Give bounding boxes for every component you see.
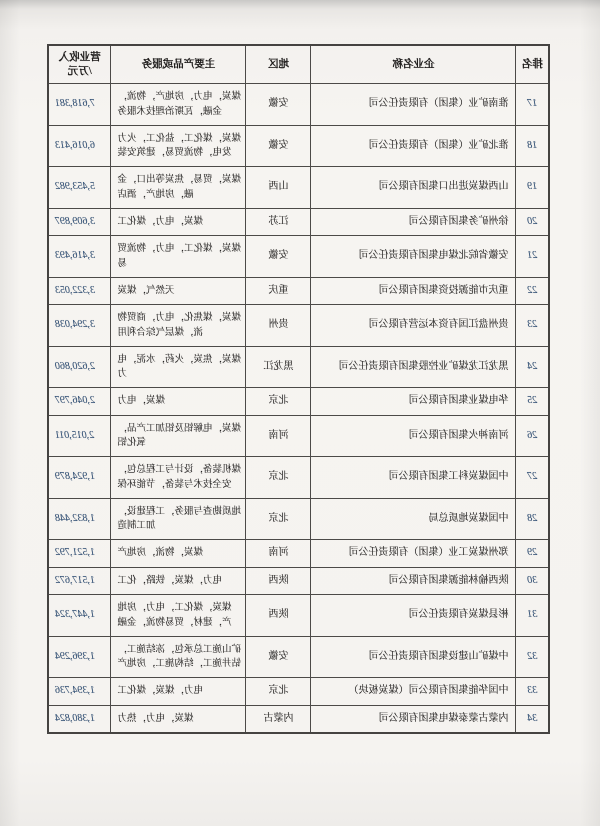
table-row (48, 208, 549, 236)
table-row (48, 84, 549, 126)
rank-cell: 28 (516, 498, 549, 540)
company-name-cell: 中国华能集团有限公司（煤炭板块） (311, 678, 516, 706)
table-row (48, 125, 549, 167)
revenue-cell: 3,294,038 (48, 305, 111, 347)
table-row (48, 305, 549, 347)
table-row (48, 167, 549, 209)
company-name-cell: 内蒙古蒙泰煤电集团有限公司 (311, 705, 516, 733)
rank-cell: 26 (516, 415, 549, 457)
region-cell: 北京 (246, 457, 311, 499)
products-cell: 煤炭，焦炭，火药，水泥，电力 (111, 346, 246, 388)
region-cell: 安徽 (246, 236, 311, 278)
rank-cell: 32 (516, 636, 549, 678)
region-cell: 陕西 (246, 595, 311, 637)
region-cell: 河南 (246, 540, 311, 568)
header-rank: 排名 (516, 45, 549, 84)
revenue-cell: 3,416,493 (48, 236, 111, 278)
company-name-cell: 山西煤炭进出口集团有限公司 (311, 167, 516, 209)
products-cell: 煤炭，煤化工，电力，物流贸易 (111, 236, 246, 278)
revenue-cell: 1,380,824 (48, 705, 111, 733)
table-body (48, 84, 549, 734)
region-cell: 黑龙江 (246, 346, 311, 388)
region-cell: 陕西 (246, 567, 311, 595)
rank-cell: 21 (516, 236, 549, 278)
products-cell: 煤炭，电解铝及铝加工产品，氧化铝 (111, 415, 246, 457)
table-header (48, 45, 549, 84)
table-row (48, 540, 549, 568)
company-name-cell: 陕西榆林能源集团有限公司 (311, 567, 516, 595)
company-name-cell: 中国煤炭科工集团有限公司 (311, 457, 516, 499)
table-row (48, 567, 549, 595)
products-cell: 煤炭，煤焦化，电力，商贸物流，煤层气综合利用 (111, 305, 246, 347)
region-cell: 江苏 (246, 208, 311, 236)
products-cell: 煤炭，电力，热力 (111, 705, 246, 733)
company-name-cell: 河南神火集团有限公司 (311, 415, 516, 457)
revenue-cell: 1,396,294 (48, 636, 111, 678)
header-company-name: 企业名称 (311, 45, 516, 84)
region-cell: 安徽 (246, 636, 311, 678)
header-revenue-line2: /万元 (67, 65, 92, 77)
revenue-cell: 6,016,413 (48, 125, 111, 167)
company-name-cell: 贵州盘江国有资本运营有限公司 (311, 305, 516, 347)
region-cell: 北京 (246, 678, 311, 706)
company-name-cell: 华电煤业集团有限公司 (311, 388, 516, 416)
table-row (48, 498, 549, 540)
products-cell: 煤炭，煤化工，电力，房地产，建材，贸易物流，金融 (111, 595, 246, 637)
company-name-cell: 黑龙江龙煤矿业控股集团有限责任公司 (311, 346, 516, 388)
rank-cell: 22 (516, 277, 549, 305)
products-cell: 煤炭，煤化工，盐化工，火力发电，物流贸易，建筑安装 (111, 125, 246, 167)
company-name-cell: 郑州煤炭工业（集团）有限责任公司 (311, 540, 516, 568)
coal-enterprise-ranking-table (47, 44, 550, 734)
company-name-cell: 彬县煤炭有限责任公司 (311, 595, 516, 637)
products-cell: 矿山施工总承包，冻结施工，钻井施工，结构施工，房地产 (111, 636, 246, 678)
company-name-cell: 重庆市能源投资集团有限公司 (311, 277, 516, 305)
revenue-cell: 2,015,011 (48, 415, 111, 457)
rank-cell: 24 (516, 346, 549, 388)
rank-cell: 33 (516, 678, 549, 706)
revenue-cell: 1,394,736 (48, 678, 111, 706)
revenue-cell: 2,046,797 (48, 388, 111, 416)
header-row (48, 45, 549, 84)
header-revenue-line1: 营业收入 (58, 52, 101, 63)
rank-cell: 19 (516, 167, 549, 209)
region-cell: 重庆 (246, 277, 311, 305)
products-cell: 煤炭，电力，房地产，物流，金融，瓦斯治理技术服务 (111, 84, 246, 126)
rank-cell: 17 (516, 84, 549, 126)
revenue-cell: 3,322,053 (48, 277, 111, 305)
header-revenue (48, 45, 111, 84)
table-row (48, 236, 549, 278)
products-cell: 煤炭，贸易，焦炭等出口，金融，房地产，酒店 (111, 167, 246, 209)
revenue-cell: 2,620,860 (48, 346, 111, 388)
table-row (48, 388, 549, 416)
header-region: 地区 (246, 45, 311, 84)
region-cell: 安徽 (246, 84, 311, 126)
revenue-cell: 1,832,448 (48, 498, 111, 540)
revenue-cell: 1,521,792 (48, 540, 111, 568)
table-row (48, 457, 549, 499)
table-row (48, 277, 549, 305)
table-row (48, 636, 549, 678)
revenue-cell: 1,517,672 (48, 567, 111, 595)
company-name-cell: 淮北矿业（集团）有限责任公司 (311, 125, 516, 167)
revenue-cell: 1,924,879 (48, 457, 111, 499)
rank-cell: 27 (516, 457, 549, 499)
products-cell: 煤炭，电力，煤化工 (111, 208, 246, 236)
table-row (48, 415, 549, 457)
revenue-cell: 5,453,982 (48, 167, 111, 209)
products-cell: 电力，煤炭，铁路，化工 (111, 567, 246, 595)
revenue-cell: 7,618,381 (48, 84, 111, 126)
region-cell: 内蒙古 (246, 705, 311, 733)
rank-cell: 29 (516, 540, 549, 568)
company-name-cell: 中国煤炭地质总局 (311, 498, 516, 540)
rank-cell: 30 (516, 567, 549, 595)
region-cell: 山西 (246, 167, 311, 209)
rank-cell: 18 (516, 125, 549, 167)
header-products: 主要产品或服务 (111, 45, 246, 84)
products-cell: 煤炭，物流，房地产 (111, 540, 246, 568)
table-row (48, 346, 549, 388)
products-cell: 天然气，煤炭 (111, 277, 246, 305)
products-cell: 地质勘查与服务，工程建设，加工制造 (111, 498, 246, 540)
region-cell: 贵州 (246, 305, 311, 347)
rank-cell: 31 (516, 595, 549, 637)
region-cell: 北京 (246, 388, 311, 416)
products-cell: 电力，煤炭，煤化工 (111, 678, 246, 706)
table-row (48, 705, 549, 733)
company-name-cell: 徐州矿务集团有限公司 (311, 208, 516, 236)
table-row (48, 678, 549, 706)
region-cell: 河南 (246, 415, 311, 457)
rank-cell: 25 (516, 388, 549, 416)
company-name-cell: 安徽省皖北煤电集团有限责任公司 (311, 236, 516, 278)
revenue-cell: 1,447,324 (48, 595, 111, 637)
rank-cell: 23 (516, 305, 549, 347)
rank-cell: 20 (516, 208, 549, 236)
revenue-cell: 3,609,897 (48, 208, 111, 236)
products-cell: 煤机装备，设计与工程总包，安全技术与装备，节能环保 (111, 457, 246, 499)
table-row (48, 595, 549, 637)
company-name-cell: 中煤矿山建设集团有限责任公司 (311, 636, 516, 678)
region-cell: 北京 (246, 498, 311, 540)
products-cell: 煤炭，电力 (111, 388, 246, 416)
rank-cell: 34 (516, 705, 549, 733)
company-name-cell: 淮南矿业（集团）有限责任公司 (311, 84, 516, 126)
region-cell: 安徽 (246, 125, 311, 167)
